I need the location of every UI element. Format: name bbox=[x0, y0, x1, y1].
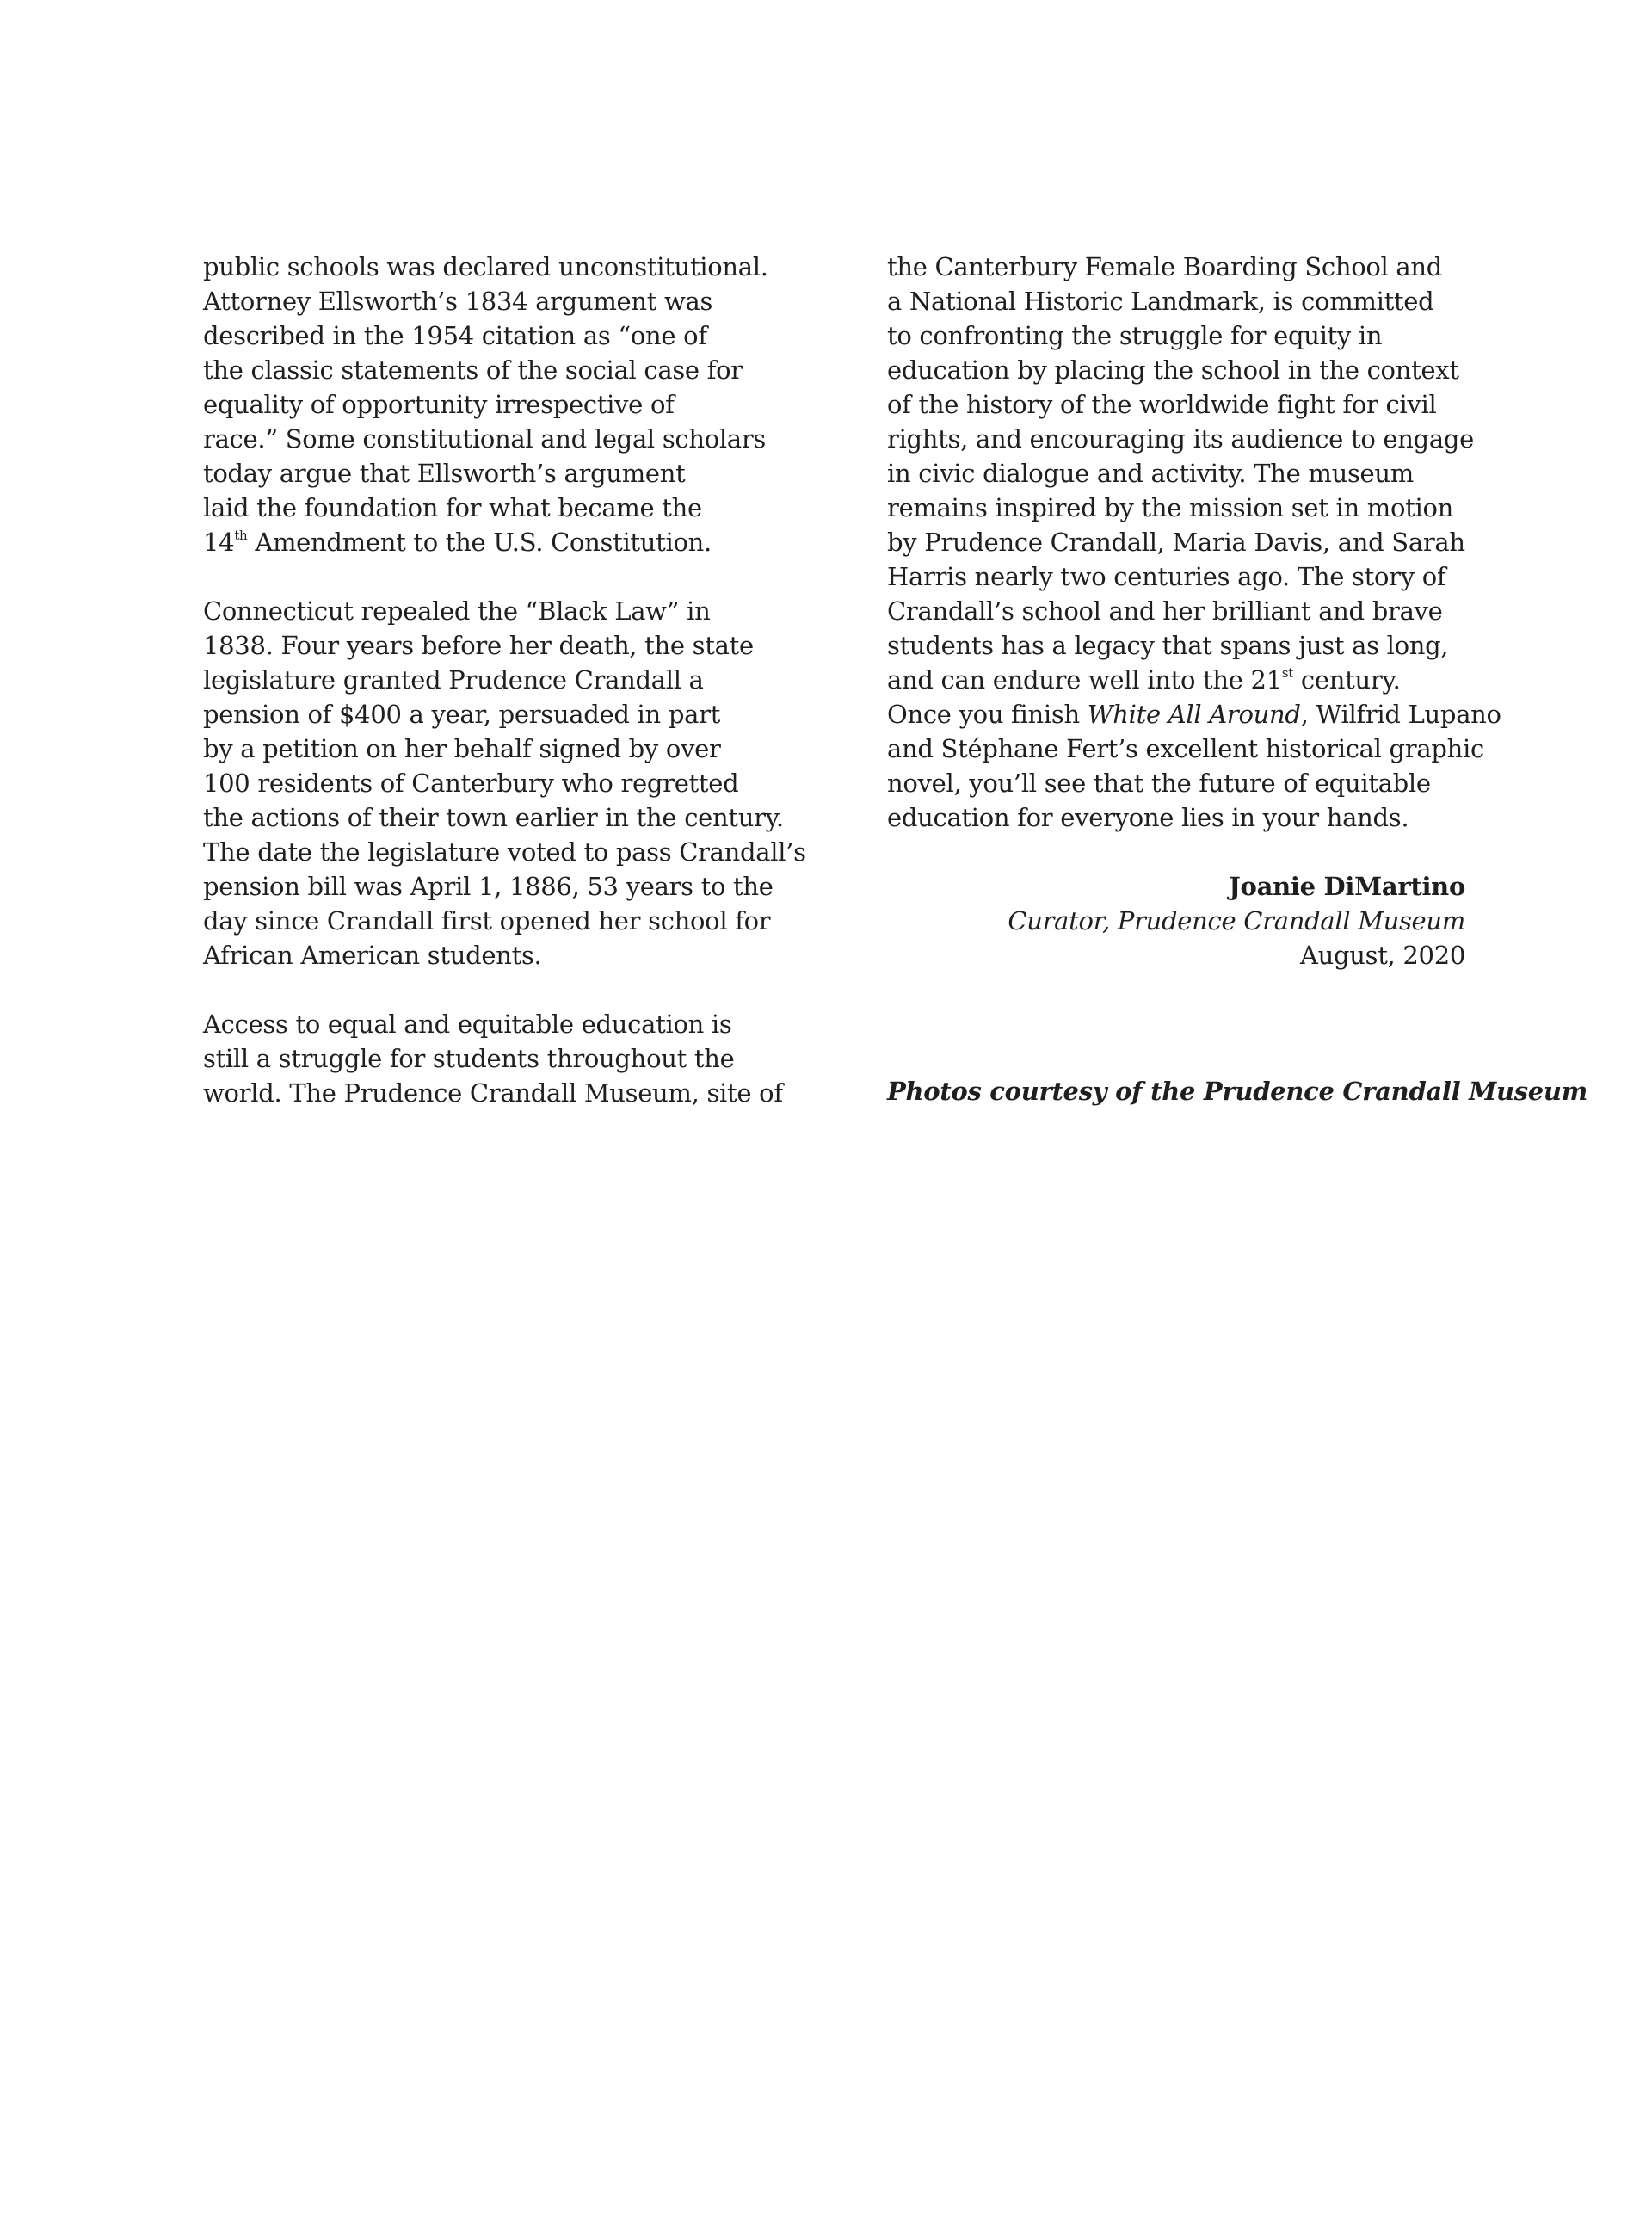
ordinal-suffix: th bbox=[234, 528, 248, 544]
paragraph-access bbox=[203, 1007, 783, 1110]
book-line-start: Once you finish bbox=[887, 700, 1088, 729]
author-name: Joanie DiMartino bbox=[1229, 872, 1465, 901]
text-line: laid the foundation for what became the bbox=[203, 493, 702, 522]
text-line: 100 residents of Canterbury who regretted bbox=[203, 769, 739, 798]
text-line: still a struggle for students throughout the bbox=[203, 1044, 735, 1073]
author-title: Curator, Prudence Crandall Museum bbox=[1008, 906, 1465, 936]
paragraph-ellsworth bbox=[203, 250, 771, 559]
text-line: The date the legislature voted to pass Crandall’s bbox=[203, 837, 806, 867]
text-line-century bbox=[887, 663, 1472, 697]
text-line: today argue that Ellsworth’s argument bbox=[203, 459, 686, 488]
text-line: the classic statements of the social case for bbox=[203, 355, 743, 385]
paragraph-museum bbox=[887, 250, 1501, 835]
century-text: and can endure well into the 21 bbox=[887, 665, 1282, 695]
century-text-end: century. bbox=[1293, 665, 1401, 695]
text-line: legislature granted Prudence Crandall a bbox=[203, 665, 704, 695]
signature-block bbox=[887, 869, 1465, 973]
text-line: Crandall’s school and her brilliant and brave bbox=[887, 596, 1443, 626]
text-line: Harris nearly two centuries ago. The story of bbox=[887, 562, 1446, 591]
text-line: students has a legacy that spans just as long, bbox=[887, 631, 1449, 660]
text-line: equality of opportunity irrespective of bbox=[203, 390, 675, 419]
paragraph-gap bbox=[203, 973, 771, 1007]
paragraph-gap bbox=[887, 835, 1472, 869]
text-line-book bbox=[887, 697, 1501, 732]
text-line: day since Crandall first opened her school for bbox=[203, 906, 771, 936]
text-line: by a petition on her behalf signed by over bbox=[203, 734, 721, 763]
text-line: described in the 1954 citation as “one of bbox=[203, 321, 707, 350]
amendment-number: 14 bbox=[203, 528, 235, 557]
text-line: public schools was declared unconstitutional. bbox=[203, 252, 768, 281]
text-line: a National Historic Landmark, is committed bbox=[887, 287, 1434, 316]
text-line: remains inspired by the mission set in motion bbox=[887, 493, 1454, 522]
text-line: pension of $400 a year, persuaded in part bbox=[203, 700, 720, 729]
text-line: by Prudence Crandall, Maria Davis, and Sarah bbox=[887, 528, 1465, 557]
text-line: Connecticut repealed the “Black Law” in bbox=[203, 596, 711, 626]
text-line: novel, you’ll see that the future of equitable bbox=[887, 769, 1431, 798]
text-line: the actions of their town earlier in the century. bbox=[203, 803, 784, 832]
text-line: pension bill was April 1, 1886, 53 years to the bbox=[203, 872, 774, 901]
text-line: world. The Prudence Crandall Museum, site of bbox=[203, 1078, 783, 1108]
text-line: education for everyone lies in your hands. bbox=[887, 803, 1409, 832]
text-line: the Canterbury Female Boarding School and bbox=[887, 252, 1443, 281]
paragraph-black-law bbox=[203, 594, 806, 973]
text-line: African American students. bbox=[203, 941, 542, 970]
text-line: education by placing the school in the context bbox=[887, 355, 1459, 385]
book-title: White All Around bbox=[1087, 700, 1301, 729]
text-line: race.” Some constitutional and legal scholars bbox=[203, 424, 766, 454]
amendment-text: Amendment to the U.S. Constitution. bbox=[247, 528, 712, 557]
book-line-end: , Wilfrid Lupano bbox=[1300, 700, 1501, 729]
ordinal-suffix: st bbox=[1281, 665, 1293, 682]
text-line: rights, and encouraging its audience to engage bbox=[887, 424, 1475, 454]
text-line: in civic dialogue and activity. The museum bbox=[887, 459, 1414, 488]
left-column bbox=[203, 250, 806, 1110]
text-line: Access to equal and equitable education is bbox=[203, 1010, 732, 1039]
paragraph-gap bbox=[203, 559, 771, 594]
text-line-amendment bbox=[203, 525, 771, 559]
text-line: Attorney Ellsworth’s 1834 argument was bbox=[203, 287, 713, 316]
photo-credit: Photos courtesy of the Prudence Crandall Museum bbox=[887, 1077, 1588, 1106]
text-line: and Stéphane Fert’s excellent historical graphic bbox=[887, 734, 1484, 763]
text-line: of the history of the worldwide fight for civil bbox=[887, 390, 1437, 419]
text-line: to confronting the struggle for equity in bbox=[887, 321, 1383, 350]
text-line: 1838. Four years before her death, the state bbox=[203, 631, 754, 660]
right-column bbox=[887, 250, 1501, 973]
signature-date: August, 2020 bbox=[1299, 941, 1465, 970]
